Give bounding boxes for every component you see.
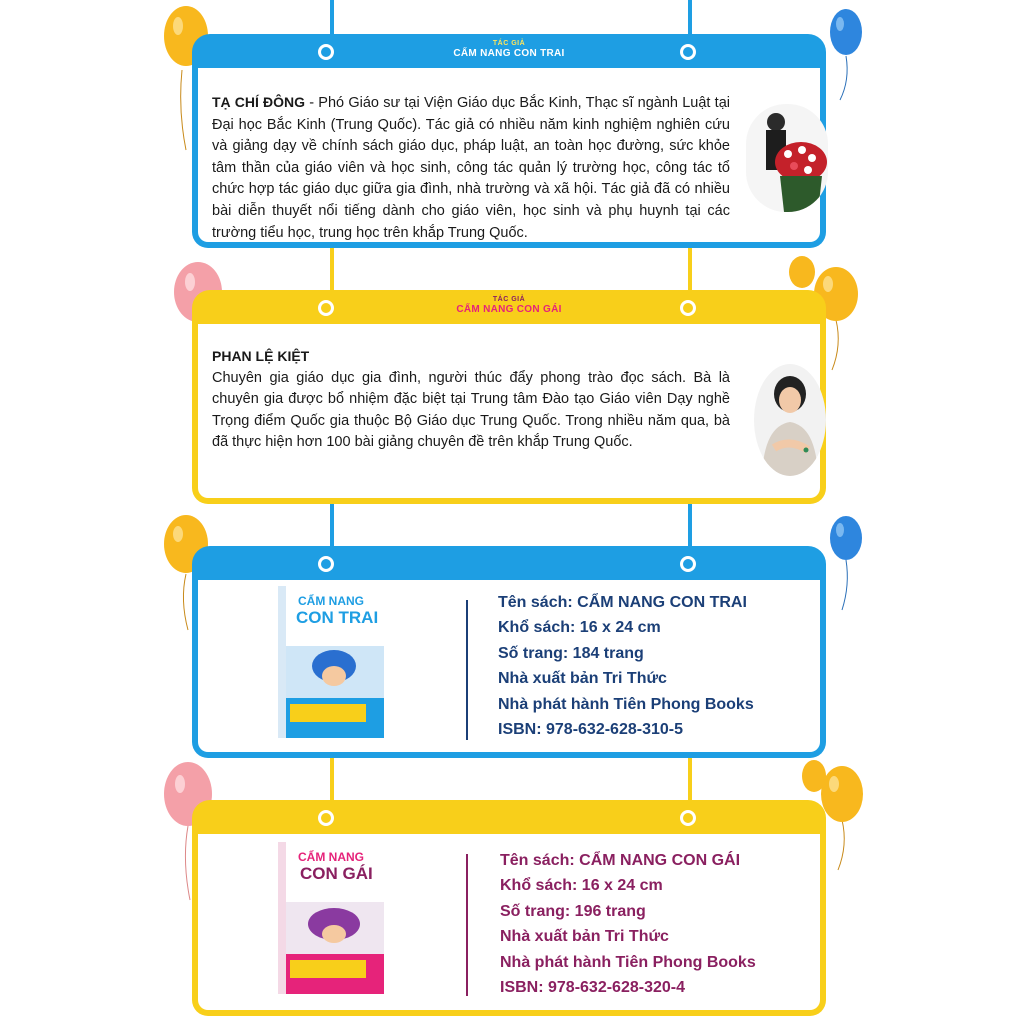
book-girl-divider <box>466 854 468 996</box>
book-girl-line: Khổ sách: 16 x 24 cm <box>500 877 663 895</box>
author-boy-name: TẠ CHÍ ĐÔNG <box>212 94 305 110</box>
ring-icon <box>680 810 696 826</box>
book-boy-line: Nhà phát hành Tiên Phong Books <box>498 695 754 713</box>
book-girl-card <box>192 834 826 1016</box>
book-girl-cover <box>278 842 384 992</box>
tab-subtitle: TÁC GIẢ <box>492 296 526 303</box>
author-girl-bio <box>212 346 730 454</box>
book-boy-line: Khổ sách: 16 x 24 cm <box>498 619 661 637</box>
ring-icon <box>318 810 334 826</box>
ring-icon <box>680 556 696 572</box>
author-boy-bio <box>212 92 730 244</box>
author-boy-photo <box>746 104 828 212</box>
tab-subtitle: TÁC GIẢ <box>492 40 526 47</box>
book-boy-cover-title: CON TRAI <box>296 608 379 627</box>
blue-balloon-icon <box>830 516 862 610</box>
book-boy-line: Số trang: 184 trang <box>498 644 644 662</box>
book-girl-line: Nhà xuất bản Tri Thức <box>500 928 669 946</box>
ring-icon <box>318 556 334 572</box>
book-girl-info <box>500 848 756 1000</box>
book-boy-divider <box>466 600 468 740</box>
author-boy-bio-text: - Phó Giáo sư tại Viện Giáo dục Bắc Kinh, Thạc sĩ ngành Luật tại Đại học Bắc Kinh (Trung Quốc). Tác giả có nhiều năm kinh nghiệm nghiên cứu và giảng dạy về chính sách giáo dục, pháp luật, an toàn học đường, sức khỏe tâm thần của giáo viên và học sinh, công tác quản lý trường học, công tác tổ chức hợp tác giáo dục giữa gia đình, nhà trường và xã hội. Tác giả đã có nhiều bài diễn thuyết nổi tiếng dành cho giáo viên, học sinh và phụ huynh tại các trường tiểu học, trung học trên khắp Trung Quốc. <box>212 95 730 241</box>
book-boy-card <box>192 580 826 758</box>
book-boy-line: ISBN: 978-632-628-310-5 <box>498 721 683 739</box>
author-girl-card <box>192 324 826 504</box>
tab-title: CẨM NANG CON GÁI <box>456 303 562 315</box>
author-boy-card <box>192 68 826 248</box>
book-girl-line: Nhà phát hành Tiên Phong Books <box>500 953 756 971</box>
book-boy-line: Nhà xuất bản Tri Thức <box>498 670 667 688</box>
book-boy-info <box>498 590 754 742</box>
book-girl-cover-title: CON GÁI <box>300 864 373 883</box>
book-girl-header <box>192 800 826 838</box>
tab-title: CẨM NANG CON TRAI <box>453 47 565 59</box>
author-girl-photo <box>754 364 826 476</box>
author-girl-name: PHAN LỆ KIỆT <box>212 348 310 364</box>
book-girl-line: Tên sách: CẨM NANG CON GÁI <box>500 852 741 869</box>
book-girl-cover-top: CẨM NANG <box>298 850 364 864</box>
blue-balloon-icon <box>830 9 862 100</box>
book-boy-header <box>192 546 826 584</box>
book-girl-line: Số trang: 196 trang <box>500 902 646 920</box>
book-boy-cover-top: CẨM NANG <box>298 594 364 608</box>
book-girl-line: ISBN: 978-632-628-320-4 <box>500 979 685 997</box>
book-boy-line: Tên sách: CẨM NANG CON TRAI <box>498 594 747 611</box>
book-boy-cover <box>278 586 384 736</box>
author-girl-bio-text: Chuyên gia giáo dục gia đình, người thúc đẩy phong trào đọc sách. Bà là chuyên gia được bổ nhiệm đặc biệt tại Trung tâm Đào tạo Giáo viên Dạy nghề Trọng điểm Quốc gia thuộc Bộ Giáo dục Trung Quốc. Trong nhiều năm qua, bà đã thực hiện hơn 100 bài giảng chuyên đề trên khắp Trung Quốc. <box>212 369 730 451</box>
